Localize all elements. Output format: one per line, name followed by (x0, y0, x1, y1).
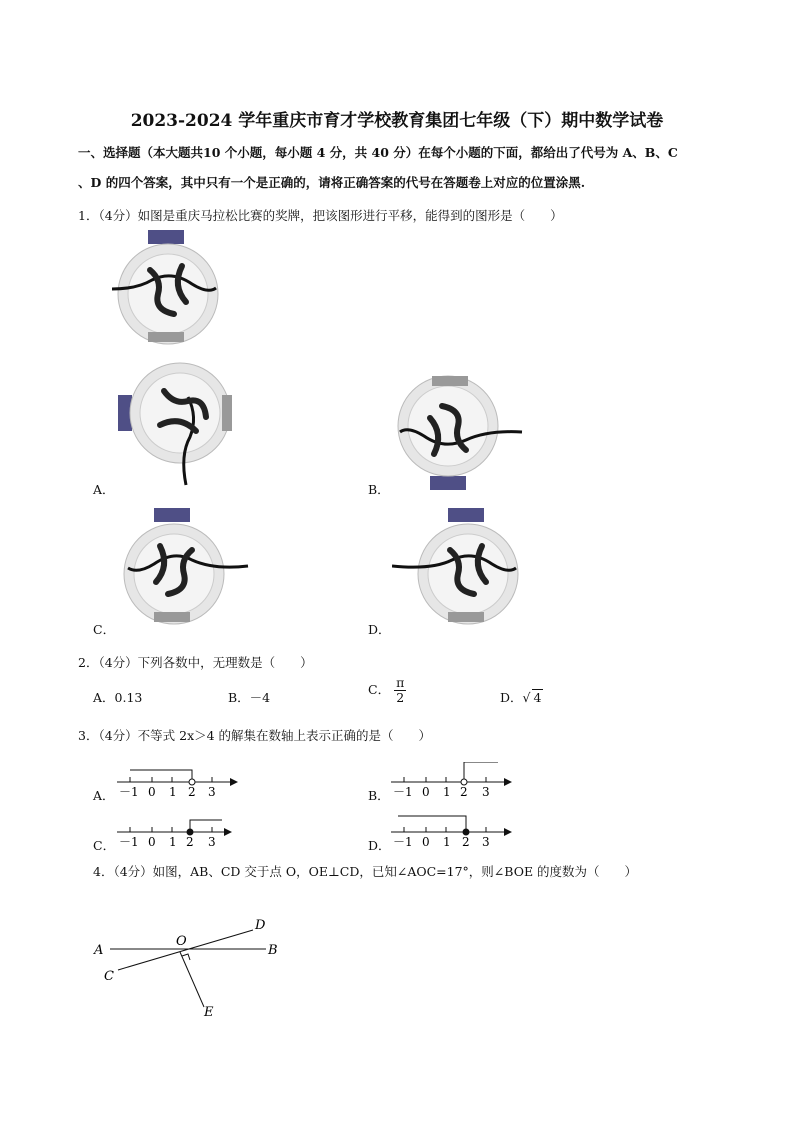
tick-label: 2 (460, 785, 468, 799)
question-3-option-d-label: D． (368, 838, 391, 853)
tick-label: 2 (186, 835, 194, 849)
tick-label: －1 (393, 785, 413, 799)
question-2-option-b: B．－4 (228, 690, 271, 705)
medal-original-icon (112, 230, 224, 348)
point-label-c: C (104, 969, 114, 984)
tick-label: 1 (169, 835, 177, 849)
fraction-pi-over-2 (394, 676, 406, 705)
sqrt-symbol: √ (522, 690, 531, 705)
question-2-option-d (500, 688, 543, 706)
question-1-option-a-label: A． (93, 482, 115, 497)
medal-option-c-icon (118, 508, 230, 626)
tick-label: 1 (169, 785, 177, 799)
question-2-option-c-label: C． (368, 682, 391, 697)
tick-label: 1 (443, 835, 451, 849)
point-label-b: B (268, 943, 278, 958)
tick-label: 0 (422, 785, 430, 799)
question-2-option-a: A．0.13 (93, 690, 143, 705)
point-label-o: O (176, 934, 187, 949)
tick-label: 2 (188, 785, 196, 799)
medal-option-d-icon (392, 508, 504, 626)
question-3-option-c-label: C． (93, 838, 116, 853)
fraction-numerator: π (396, 675, 405, 690)
number-line-option-b (386, 762, 516, 804)
section-instructions-line2: 、D 的四个答案，其中只有一个是正确的，请将正确答案的代号在答题卷上对应的位置涂黑. (78, 175, 586, 190)
tick-label: 3 (482, 835, 490, 849)
question-3-text: 3．（4分）不等式 2x＞4 的解集在数轴上表示正确的是（ ） (78, 728, 432, 743)
tick-label: 0 (148, 835, 156, 849)
question-1-text: 1．（4分）如图是重庆马拉松比赛的奖牌，把该图形进行平移，能得到的图形是（ ） (78, 208, 563, 223)
section-instructions-line1: 一、选择题（本大题共10 个小题，每小题 4 分，共 40 分）在每个小题的下面，都给出了代号为 A、B、C (78, 145, 678, 160)
point-label-d: D (255, 918, 266, 933)
tick-label: －1 (119, 835, 139, 849)
question-1-option-c-label: C． (93, 622, 116, 637)
medal-option-a-icon (118, 355, 230, 473)
tick-label: 3 (208, 835, 216, 849)
question-2-option-d-label: D． (500, 690, 523, 705)
question-1-option-d-label: D． (368, 622, 391, 637)
point-label-a: A (94, 943, 104, 958)
number-line-option-a (112, 762, 242, 804)
question-1-option-b-label: B． (368, 482, 390, 497)
tick-label: 0 (422, 835, 430, 849)
question-4-text: 4．（4分）如图，AB、CD 交于点 O，OE⊥CD，已知∠AOC=17°，则∠BOE 的度数为（ ） (93, 864, 638, 879)
sqrt-radicand: 4 (533, 690, 542, 705)
tick-label: 2 (462, 835, 470, 849)
point-label-e: E (204, 1005, 214, 1020)
question-3-option-a-label: A． (93, 788, 115, 803)
question-4-geometry-figure (88, 912, 298, 1022)
number-line-option-d (386, 812, 516, 854)
tick-label: 0 (148, 785, 156, 799)
tick-label: －1 (119, 785, 139, 799)
tick-label: 3 (482, 785, 490, 799)
question-2-option-c (368, 676, 406, 705)
page-title: 2023-2024 学年重庆市育才学校教育集团七年级（下）期中数学试卷 (130, 111, 664, 131)
fraction-denominator: 2 (396, 690, 405, 705)
tick-label: 1 (443, 785, 451, 799)
question-2-text: 2．（4分）下列各数中，无理数是（ ） (78, 655, 313, 670)
tick-label: －1 (393, 835, 413, 849)
question-3-option-b-label: B． (368, 788, 390, 803)
number-line-option-c (112, 812, 242, 854)
tick-label: 3 (208, 785, 216, 799)
medal-option-b-icon (392, 372, 504, 490)
